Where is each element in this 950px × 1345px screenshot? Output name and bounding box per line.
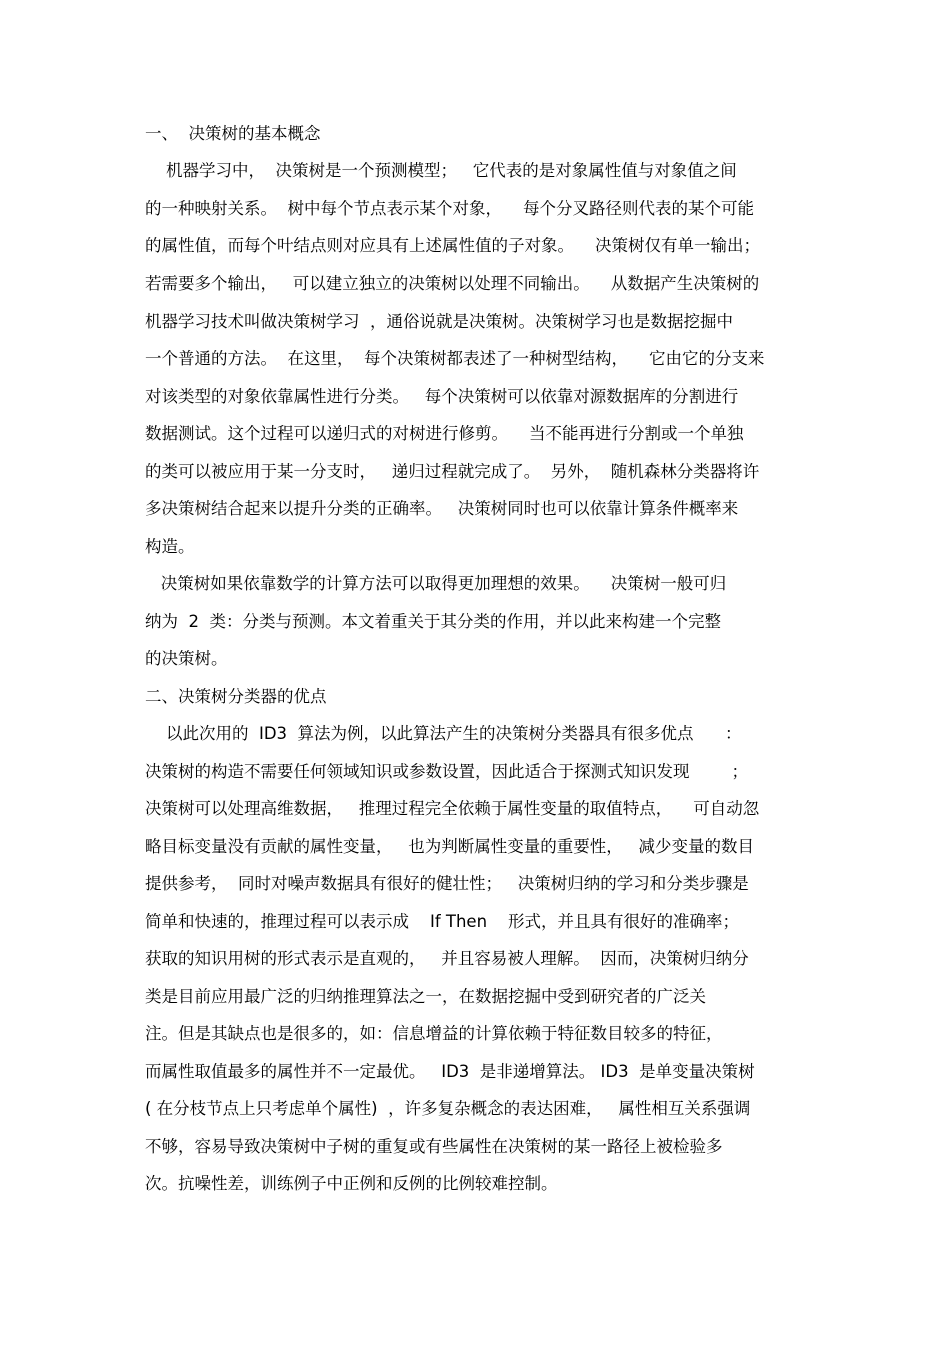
text-line: 若需要多个输出， 可以建立独立的决策树以处理不同输出。 从数据产生决策树的 bbox=[145, 274, 760, 293]
text-line: 机器学习中， 决策树是一个预测模型； 它代表的是对象属性值与对象值之间 bbox=[145, 161, 737, 180]
text-line: 决策树如果依靠数学的计算方法可以取得更加理想的效果。 决策树一般可归 bbox=[145, 574, 727, 593]
text-line: 获取的知识用树的形式表示是直观的， 并且容易被人理解。 因而，决策树归纳分 bbox=[145, 949, 749, 968]
text-line: 纳为 2 类：分类与预测。本文着重关于其分类的作用，并以此来构建一个完整 bbox=[145, 612, 721, 631]
text-line: 类是目前应用最广泛的归纳推理算法之一，在数据挖掘中受到研究者的广泛关 bbox=[145, 987, 706, 1006]
text-line: 提供参考， 同时对噪声数据具有很好的健壮性； 决策树归纳的学习和分类步骤是 bbox=[145, 874, 749, 893]
text-line: 机器学习技术叫做决策树学习 ，通俗说就是决策树。决策树学习也是数据挖掘中 bbox=[145, 312, 733, 331]
text-line: 的属性值，而每个叶结点则对应具有上述属性值的子对象。 决策树仅有单一输出； bbox=[145, 236, 760, 255]
section-heading: 一、 决策树的基本概念 bbox=[145, 124, 321, 143]
text-line: 数据测试。这个过程可以递归式的对树进行修剪。 当不能再进行分割或一个单独 bbox=[145, 424, 744, 443]
text-line: 多决策树结合起来以提升分类的正确率。 决策树同时也可以依靠计算条件概率来 bbox=[145, 499, 739, 518]
text-line: 决策树可以处理高维数据， 推理过程完全依赖于属性变量的取值特点， 可自动忽 bbox=[145, 799, 760, 818]
text-line: 以此次用的 ID3 算法为例，以此算法产生的决策树分类器具有很多优点 ： bbox=[145, 724, 742, 743]
text-line: 构造。 bbox=[145, 537, 195, 556]
text-line: 略目标变量没有贡献的属性变量， 也为判断属性变量的重要性， 减少变量的数目 bbox=[145, 837, 754, 856]
text-line: 不够，容易导致决策树中子树的重复或有些属性在决策树的某一路径上被检验多 bbox=[145, 1137, 723, 1156]
text-line: 而属性取值最多的属性并不一定最优。 ID3 是非递增算法。 ID3 是单变量决策树 bbox=[145, 1062, 755, 1081]
text-line: 决策树的构造不需要任何领域知识或参数设置，因此适合于探测式知识发现 ； bbox=[145, 762, 748, 781]
text-line: 对该类型的对象依靠属性进行分类。 每个决策树可以依靠对源数据库的分割进行 bbox=[145, 387, 739, 406]
text-line: 的一种映射关系。 树中每个节点表示某个对象， 每个分叉路径则代表的某个可能 bbox=[145, 199, 754, 218]
text-line: 注。但是其缺点也是很多的，如：信息增益的计算依赖于特征数目较多的特征， bbox=[145, 1024, 723, 1043]
text-line: 简单和快速的，推理过程可以表示成 If Then 形式，并且具有很好的准确率； bbox=[145, 912, 740, 931]
text-line: 一个普通的方法。 在这里， 每个决策树都表述了一种树型结构， 它由它的分支来 bbox=[145, 349, 765, 368]
text-line: ( 在分枝节点上只考虑单个属性) ，许多复杂概念的表达困难， 属性相互关系强调 bbox=[145, 1099, 751, 1118]
text-line: 的决策树。 bbox=[145, 649, 228, 668]
text-line: 次。抗噪性差，训练例子中正例和反例的比例较难控制。 bbox=[145, 1174, 558, 1193]
section-heading: 二、决策树分类器的优点 bbox=[145, 687, 327, 706]
text-line: 的类可以被应用于某一分支时， 递归过程就完成了。 另外， 随机森林分类器将许 bbox=[145, 462, 760, 481]
